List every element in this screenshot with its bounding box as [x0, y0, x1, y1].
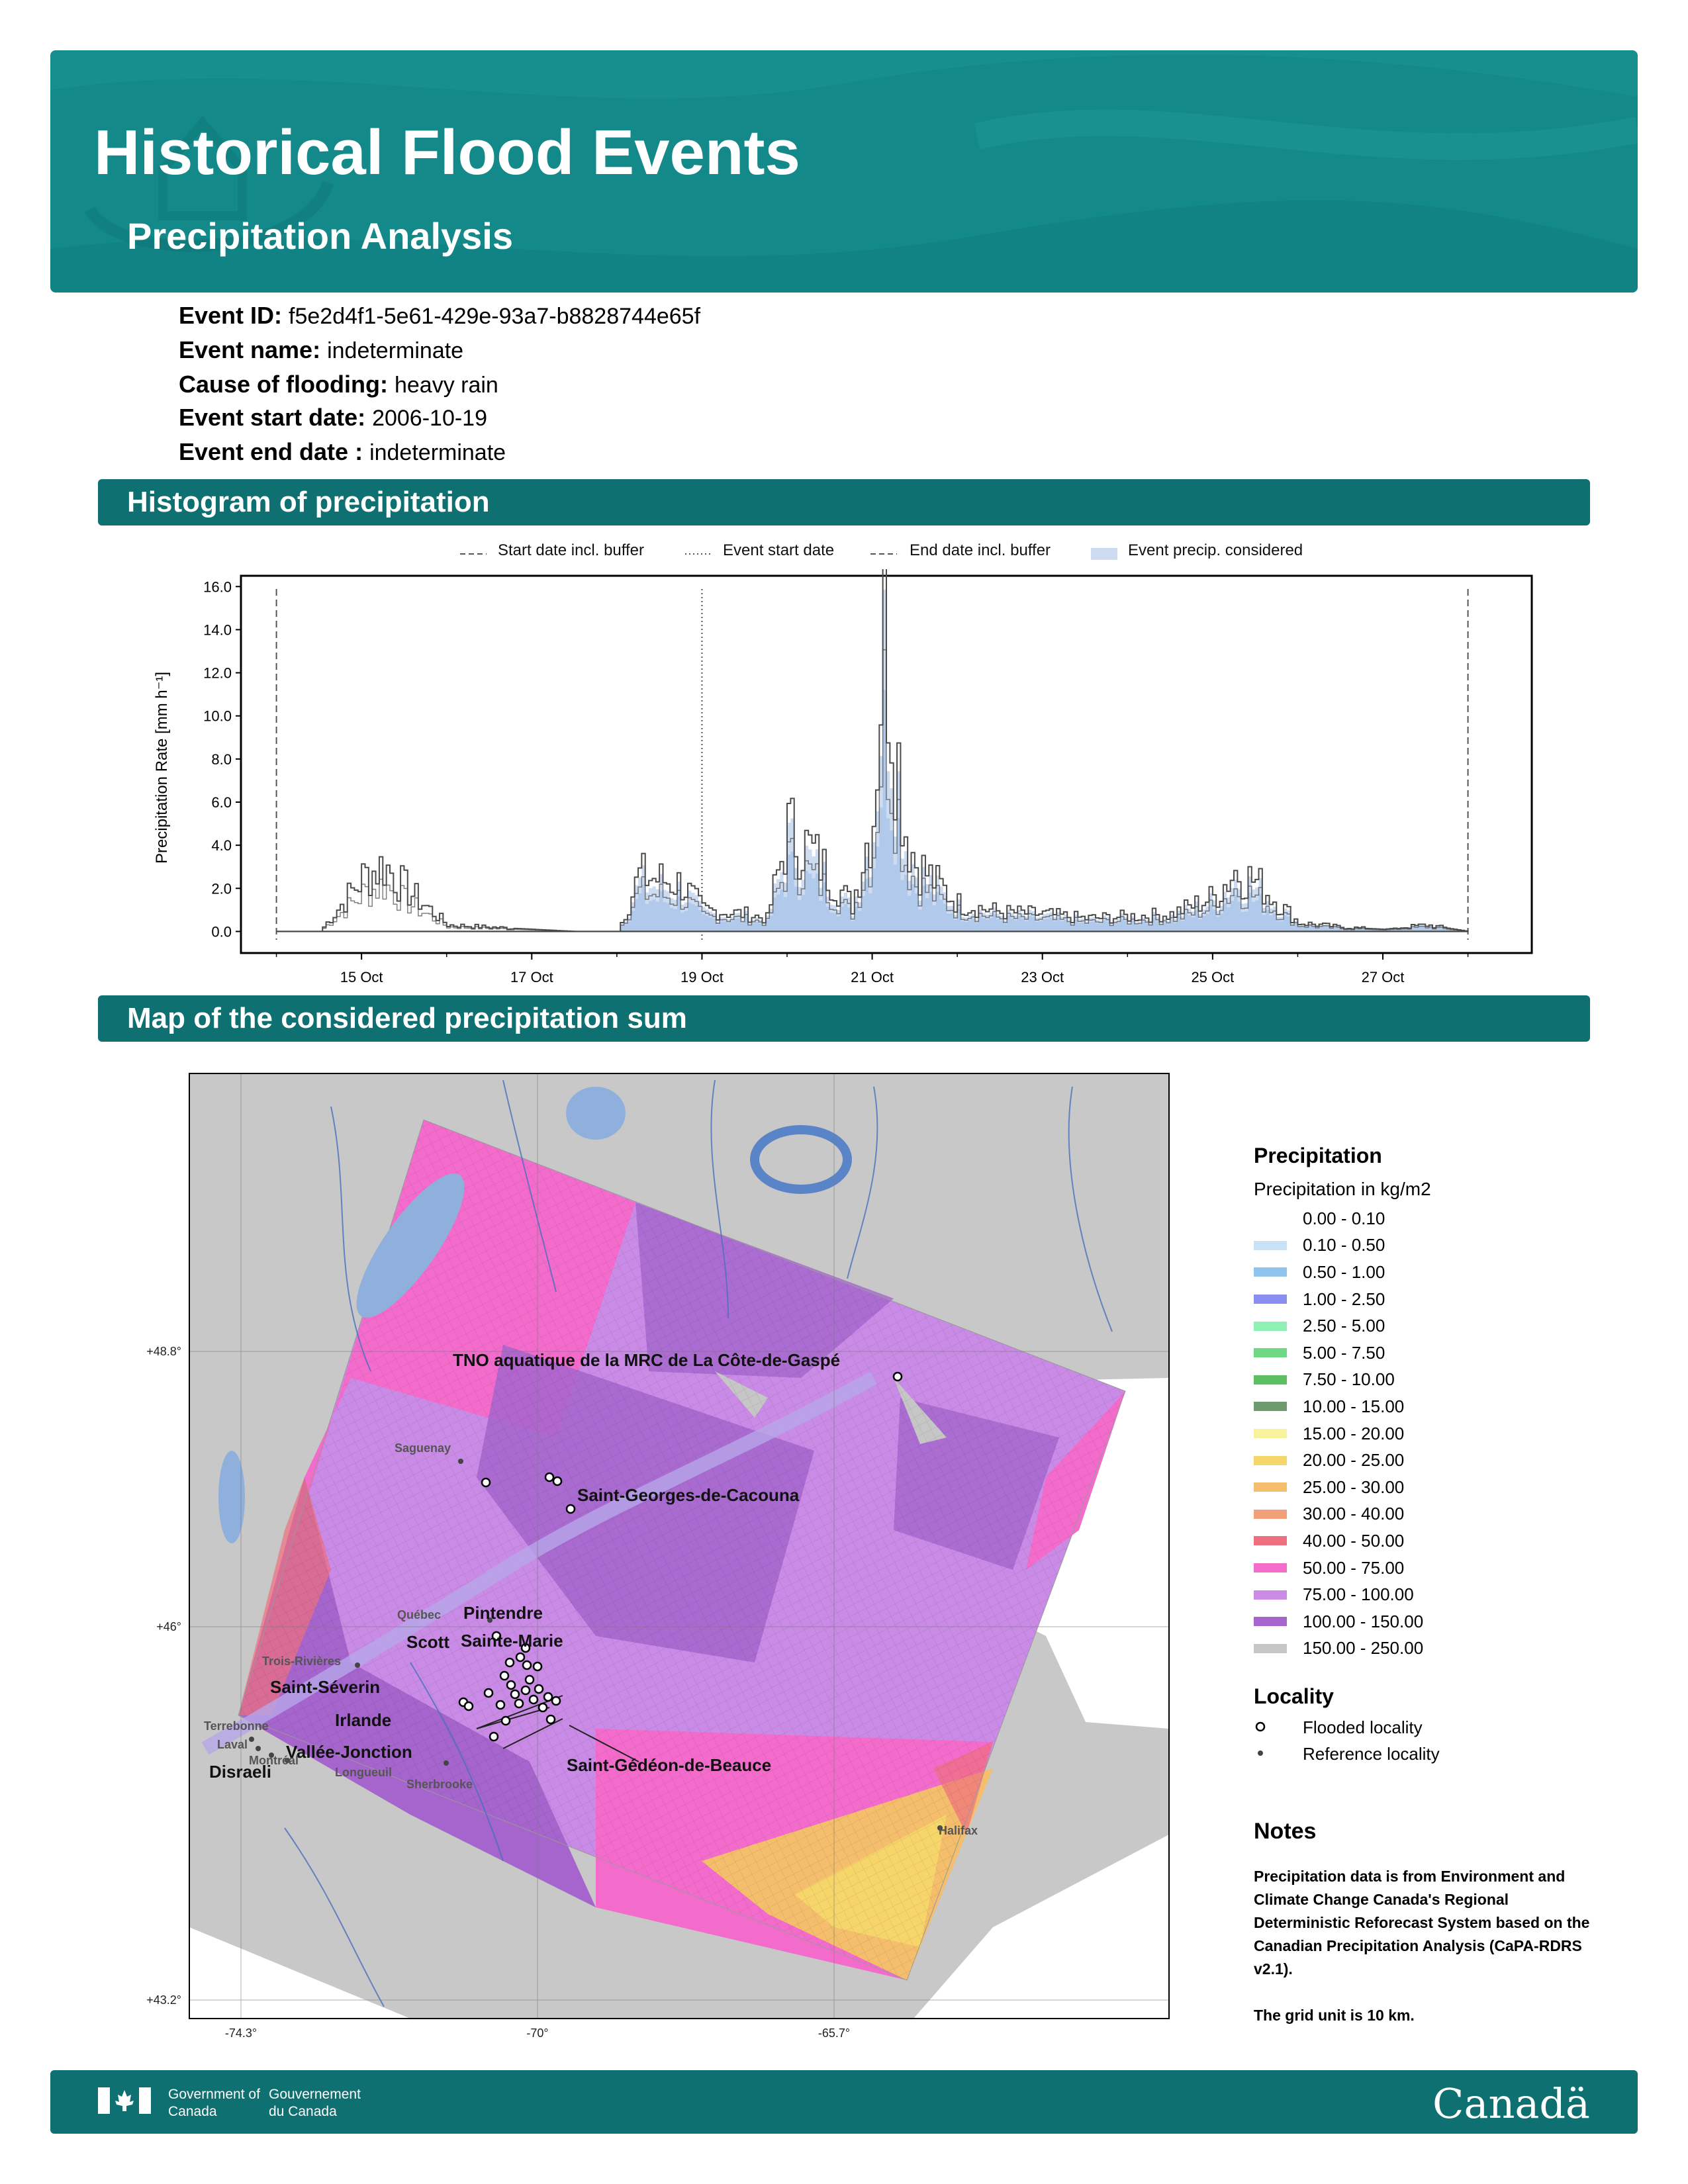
legend-item — [1254, 1312, 1598, 1340]
legend-subtitle: Precipitation in kg/m2 — [1254, 1179, 1431, 1199]
lake — [566, 1087, 626, 1140]
y-tick-label: 10.0 — [203, 707, 232, 725]
notes-body — [1254, 1865, 1598, 2027]
cause-label: Cause of flooding: — [179, 371, 388, 398]
legend-item — [1254, 1393, 1598, 1420]
x-tick-label: 27 Oct — [1361, 969, 1405, 985]
histogram-section-header — [98, 479, 1590, 525]
event-name-value: indeterminate — [327, 338, 464, 363]
legend-swatch — [1254, 1348, 1287, 1357]
legend-swatch — [1254, 1375, 1287, 1385]
legend-item-label: 0.00 - 0.10 — [1303, 1208, 1385, 1228]
end-date-label: Event end date : — [179, 438, 363, 465]
y-tick-label: 2.0 — [211, 880, 232, 897]
legend-item — [1254, 1608, 1598, 1635]
legend-swatch — [1254, 1241, 1287, 1250]
x-tick-label: 17 Oct — [510, 969, 553, 985]
legend-item — [1254, 1474, 1598, 1501]
legend-item-label: 40.00 - 50.00 — [1303, 1530, 1405, 1551]
legend-item — [1254, 1259, 1598, 1286]
legend-flooded-label: Flooded locality — [1303, 1717, 1423, 1737]
legend-item-label: 2.50 - 5.00 — [1303, 1316, 1385, 1336]
legend-item — [1254, 1286, 1598, 1313]
legend-swatch — [1254, 1429, 1287, 1438]
locality-legend-title: Locality — [1254, 1684, 1334, 1709]
label-halifax: Halifax — [939, 1824, 978, 1837]
label-laval: Laval — [217, 1738, 248, 1751]
legend-item-label: 0.10 - 0.50 — [1303, 1235, 1385, 1255]
legend-item — [1254, 1581, 1598, 1608]
government-fr: Gouvernement du Canada — [269, 2087, 361, 2119]
legend-item-label: 7.50 - 10.00 — [1303, 1369, 1395, 1390]
canada-flag-icon — [98, 2087, 151, 2114]
legend-event-precip: Event precip. considered — [1128, 541, 1303, 559]
y-tick-label: 0.0 — [211, 923, 232, 940]
event-id-value: f5e2d4f1-5e61-429e-93a7-b8828744e65f — [289, 304, 701, 329]
x-tick-label: 23 Oct — [1021, 969, 1064, 985]
precipitation-histogram — [146, 569, 1542, 986]
precipitation-map — [132, 1067, 1205, 2046]
page-title: Historical Flood Events — [94, 117, 800, 188]
legend-swatch — [1254, 1402, 1287, 1411]
lat-tick-label: +46° — [156, 1620, 181, 1633]
legend-item — [1254, 1367, 1598, 1394]
map-section-title: Map of the considered precipitation sum — [127, 1002, 687, 1034]
label-terrebonne: Terrebonne — [204, 1719, 269, 1733]
x-tick-label: 19 Oct — [680, 969, 724, 985]
event-id-label: Event ID: — [179, 302, 283, 329]
legend-end-buffer: End date incl. buffer — [910, 541, 1051, 559]
x-tick-label: 25 Oct — [1191, 969, 1235, 985]
event-id-row — [179, 302, 700, 330]
canada-wordmark: Canadä — [1432, 2079, 1590, 2128]
legend-swatch — [1254, 1536, 1287, 1545]
legend-items — [1254, 1205, 1598, 1662]
y-tick-label: 8.0 — [211, 751, 232, 768]
lat-tick-label: +43.2° — [146, 1993, 181, 2007]
legend-item-label: 25.00 - 30.00 — [1303, 1477, 1405, 1497]
legend-swatch — [1254, 1510, 1287, 1519]
flooded-marker-icon — [1254, 1717, 1287, 1738]
legend-flooded-locality — [1254, 1714, 1598, 1741]
legend-reference-label: Reference locality — [1303, 1744, 1440, 1764]
legend-swatch — [1254, 1267, 1287, 1277]
label-irlande: Irlande — [335, 1710, 392, 1730]
label-sherbrooke: Sherbrooke — [406, 1778, 473, 1791]
start-date-row — [179, 404, 487, 432]
label-saguenay: Saguenay — [395, 1441, 451, 1455]
start-date-value: 2006-10-19 — [372, 406, 487, 431]
cause-row — [179, 371, 498, 398]
notes-title: Notes — [1254, 1819, 1317, 1844]
legend-item-label: 15.00 - 20.00 — [1303, 1423, 1405, 1443]
label-trois-rivieres: Trois-Rivières — [262, 1655, 342, 1668]
legend-swatch — [1254, 1590, 1287, 1600]
lon-tick-label: -74.3° — [224, 2026, 258, 2040]
legend-swatch — [1254, 1563, 1287, 1572]
end-date-row — [179, 438, 506, 466]
label-scott: Scott — [406, 1632, 449, 1652]
legend-item — [1254, 1635, 1598, 1662]
page-subtitle: Precipitation Analysis — [127, 215, 513, 257]
y-tick-label: 16.0 — [203, 578, 232, 596]
legend-item — [1254, 1555, 1598, 1582]
label-sainte-marie: Sainte-Marie — [461, 1631, 563, 1651]
legend-item — [1254, 1447, 1598, 1474]
legend-item — [1254, 1340, 1598, 1367]
end-date-value: indeterminate — [369, 440, 506, 465]
legend-swatch — [1254, 1482, 1287, 1492]
cause-value: heavy rain — [394, 373, 498, 398]
label-saint-georges-de-cacouna: Saint-Georges-de-Cacouna — [577, 1485, 800, 1505]
y-tick-label: 6.0 — [211, 794, 232, 811]
lon-tick-label: -70° — [526, 2026, 549, 2040]
label-montreal: Montréal — [249, 1754, 299, 1767]
legend-item-label: 0.50 - 1.00 — [1303, 1261, 1385, 1282]
legend-swatch — [1254, 1214, 1287, 1223]
legend-item-label: 75.00 - 100.00 — [1303, 1584, 1414, 1605]
legend-item-label: 10.00 - 15.00 — [1303, 1396, 1405, 1416]
notes-grid-text: The grid unit is 10 km. — [1254, 2007, 1415, 2024]
legend-item — [1254, 1501, 1598, 1528]
map-legend — [1254, 1144, 1598, 1768]
label-disraeli: Disraeli — [209, 1762, 271, 1782]
page-footer — [50, 2070, 1638, 2134]
legend-item-label: 150.00 - 250.00 — [1303, 1638, 1424, 1659]
reference-marker-icon — [1254, 1744, 1287, 1764]
government-en: Government of Canada — [168, 2087, 260, 2119]
legend-swatch — [1254, 1617, 1287, 1626]
event-name-label: Event name: — [179, 336, 321, 363]
legend-item-label: 100.00 - 150.00 — [1303, 1611, 1424, 1631]
legend-swatch — [1254, 1322, 1287, 1331]
legend-item — [1254, 1205, 1598, 1232]
start-date-label: Event start date: — [179, 404, 366, 431]
legend-swatch — [1254, 1295, 1287, 1304]
label-pintendre: Pintendre — [463, 1603, 543, 1623]
lat-tick-label: +48.8° — [146, 1345, 181, 1358]
label-longueuil: Longueuil — [335, 1766, 392, 1779]
y-axis-label: Precipitation Rate [mm h⁻¹] — [153, 671, 171, 864]
histogram-section-title: Histogram of precipitation — [127, 486, 490, 518]
legend-item-label: 5.00 - 7.50 — [1303, 1342, 1385, 1363]
legend-item — [1254, 1420, 1598, 1447]
legend-item — [1254, 1527, 1598, 1555]
legend-item-label: 20.00 - 25.00 — [1303, 1450, 1405, 1471]
label-saint-gedeon-de-beauce: Saint-Gédéon-de-Beauce — [567, 1755, 772, 1775]
map-section-header — [98, 995, 1590, 1042]
label-vallee-jonction: Vallée-Jonction — [286, 1742, 412, 1762]
legend-item-label: 1.00 - 2.50 — [1303, 1289, 1385, 1309]
legend-title: Precipitation — [1254, 1144, 1382, 1167]
legend-swatch — [1254, 1456, 1287, 1465]
legend-event-start: Event start date — [723, 541, 835, 559]
label-tno-gaspe: TNO aquatique de la MRC de La Côte-de-Gaspé — [453, 1350, 841, 1370]
legend-swatch — [1254, 1644, 1287, 1653]
y-tick-label: 4.0 — [211, 837, 232, 854]
x-tick-label: 15 Oct — [340, 969, 383, 985]
legend-item-label: 50.00 - 75.00 — [1303, 1557, 1405, 1578]
x-tick-label: 21 Oct — [851, 969, 894, 985]
legend-reference-locality — [1254, 1741, 1598, 1768]
legend-item-label: 30.00 - 40.00 — [1303, 1504, 1405, 1524]
label-saint-severin: Saint-Séverin — [270, 1677, 381, 1697]
event-name-row — [179, 336, 463, 364]
lon-tick-label: -65.7° — [818, 2026, 851, 2040]
notes-source-text: Precipitation data is from Environment and Climate Change Canada's Regional Deterministic Reforecast System based on the Canadian Precipitation Analysis (CaPA-RDRS v2.1). — [1254, 1868, 1590, 1978]
y-tick-label: 14.0 — [203, 621, 232, 639]
legend-start-buffer: Start date incl. buffer — [498, 541, 645, 559]
page-header — [50, 50, 1638, 293]
legend-item — [1254, 1232, 1598, 1259]
label-quebec: Québec — [397, 1608, 442, 1621]
y-tick-label: 12.0 — [203, 664, 232, 682]
